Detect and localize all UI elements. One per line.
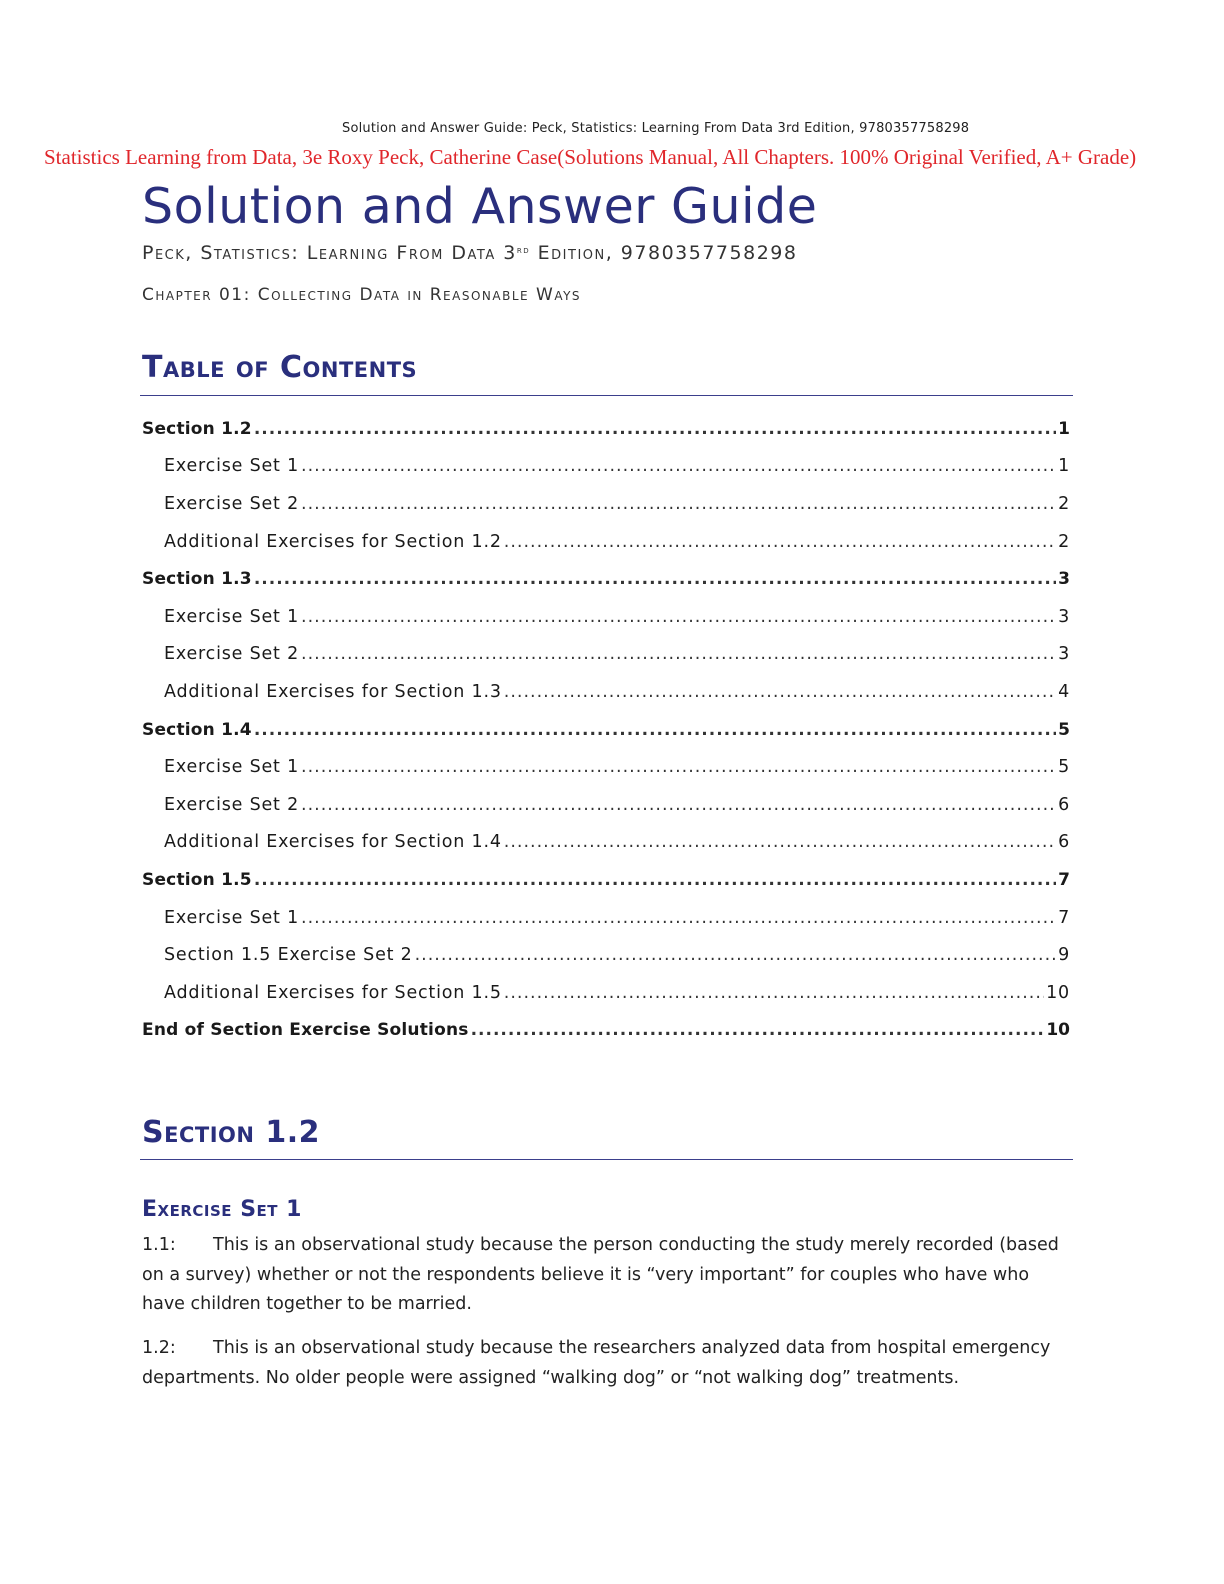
- toc-entry[interactable]: [142, 560, 1070, 598]
- toc-entry-page: 5: [1058, 719, 1070, 740]
- toc-entry[interactable]: [142, 673, 1070, 711]
- toc-entry[interactable]: [142, 448, 1070, 486]
- toc-entry-label: Additional Exercises for Section 1.5: [164, 982, 502, 1003]
- toc-entry-page: 7: [1058, 869, 1070, 890]
- section-divider: [140, 1159, 1073, 1160]
- toc-entry-page: 5: [1058, 757, 1070, 778]
- toc-entry[interactable]: [142, 861, 1070, 899]
- toc-entry[interactable]: [142, 598, 1070, 636]
- toc-entry-page: 10: [1046, 982, 1070, 1003]
- toc-leader: [504, 532, 1056, 552]
- exercise-number: 1.2:: [142, 1338, 176, 1358]
- toc-leader: [471, 1020, 1045, 1040]
- toc-entry[interactable]: [142, 824, 1070, 862]
- running-header: Solution and Answer Guide: Peck, Statistics: Learning From Data 3rd Edition, 9780357758298: [342, 121, 970, 136]
- toc-entry[interactable]: [142, 936, 1070, 974]
- toc-entry-label: Exercise Set 1: [164, 757, 300, 778]
- book-info-edition: Edition, 9780357758298: [530, 242, 798, 264]
- toc-entry[interactable]: [142, 636, 1070, 674]
- toc-entry-label: Section 1.3: [142, 569, 252, 590]
- toc-leader: [504, 682, 1056, 702]
- exercise-answer: [142, 1231, 1072, 1320]
- toc-leader: [301, 757, 1056, 777]
- toc-entry-page: 6: [1058, 832, 1070, 853]
- section-heading: Section 1.2: [142, 1115, 321, 1150]
- toc-leader: [415, 945, 1056, 965]
- toc-entry-page: 1: [1058, 456, 1070, 477]
- exercise-set-heading: Exercise Set 1: [142, 1197, 302, 1222]
- toc-entry[interactable]: [142, 485, 1070, 523]
- toc-leader: [301, 456, 1056, 476]
- toc-leader: [301, 607, 1056, 627]
- toc-entry-label: Exercise Set 2: [164, 493, 300, 514]
- exercise-number: 1.1:: [142, 1235, 176, 1255]
- toc-entry-page: 2: [1058, 493, 1070, 514]
- toc-entry-page: 3: [1058, 644, 1070, 665]
- exercise-answer-text: This is an observational study because the researchers analyzed data from hospital emergency departments. No older people were assigned “walking dog” or “not walking dog” treatments.: [142, 1338, 1051, 1388]
- toc-entry-page: 2: [1058, 531, 1070, 552]
- toc-entry-page: 4: [1058, 681, 1070, 702]
- book-info-superscript: rd: [516, 245, 531, 256]
- exercise-answer-text: This is an observational study because the person conducting the study merely recorded (based on a survey) whether or not the respondents believe it is “very important” for couples who have who have children together to be married.: [142, 1235, 1059, 1314]
- toc-entry-label: Additional Exercises for Section 1.3: [164, 681, 502, 702]
- toc-entry-label: Section 1.2: [142, 418, 252, 439]
- toc-leader: [301, 494, 1056, 514]
- book-info-text: Peck, Statistics: Learning From Data 3: [142, 242, 517, 264]
- toc-entry-label: Section 1.5: [142, 869, 252, 890]
- toc-entry-label: Exercise Set 1: [164, 907, 300, 928]
- toc-entry-page: 6: [1058, 794, 1070, 815]
- toc-entry-label: Exercise Set 1: [164, 606, 300, 627]
- toc-entry-page: 9: [1058, 945, 1070, 966]
- toc-entry[interactable]: [142, 786, 1070, 824]
- toc-entry[interactable]: [142, 899, 1070, 937]
- toc-heading: Table of Contents: [142, 350, 418, 385]
- toc-leader: [301, 644, 1056, 664]
- toc-entry-label: Section 1.5 Exercise Set 2: [164, 945, 413, 966]
- toc-entry-label: Exercise Set 2: [164, 644, 300, 665]
- toc-leader: [254, 870, 1056, 890]
- toc-leader: [301, 908, 1056, 928]
- toc-entry[interactable]: [142, 974, 1070, 1012]
- toc-entry-label: End of Section Exercise Solutions: [142, 1020, 469, 1041]
- toc-leader: [301, 795, 1056, 815]
- toc-leader: [254, 720, 1056, 740]
- exercise-answer: [142, 1334, 1072, 1393]
- toc-entry-label: Exercise Set 2: [164, 794, 300, 815]
- toc-entry-page: 7: [1058, 907, 1070, 928]
- toc-leader: [504, 983, 1044, 1003]
- watermark-banner: Statistics Learning from Data, 3e Roxy Peck, Catherine Case(Solutions Manual, All Chapters. 100% Original Verified, A+ Grade): [44, 145, 1137, 169]
- toc-entry-page: 3: [1058, 606, 1070, 627]
- toc-entry-label: Section 1.4: [142, 719, 252, 740]
- toc-entry[interactable]: [142, 748, 1070, 786]
- table-of-contents: [142, 410, 1070, 1049]
- toc-entry[interactable]: [142, 711, 1070, 749]
- toc-leader: [254, 569, 1056, 589]
- toc-entry-page: 1: [1058, 418, 1070, 439]
- toc-divider: [140, 395, 1073, 396]
- toc-entry[interactable]: [142, 523, 1070, 561]
- chapter-line: Chapter 01: Collecting Data in Reasonable Ways: [142, 285, 582, 305]
- toc-entry-label: Additional Exercises for Section 1.2: [164, 531, 502, 552]
- toc-entry[interactable]: [142, 410, 1070, 448]
- toc-entry-label: Exercise Set 1: [164, 456, 300, 477]
- document-title: Solution and Answer Guide: [142, 178, 818, 235]
- toc-entry-label: Additional Exercises for Section 1.4: [164, 832, 502, 853]
- book-info-line: [142, 242, 797, 264]
- toc-entry[interactable]: [142, 1012, 1070, 1050]
- toc-entry-page: 3: [1058, 569, 1070, 590]
- toc-leader: [504, 832, 1056, 852]
- toc-entry-page: 10: [1046, 1020, 1070, 1041]
- toc-leader: [254, 419, 1056, 439]
